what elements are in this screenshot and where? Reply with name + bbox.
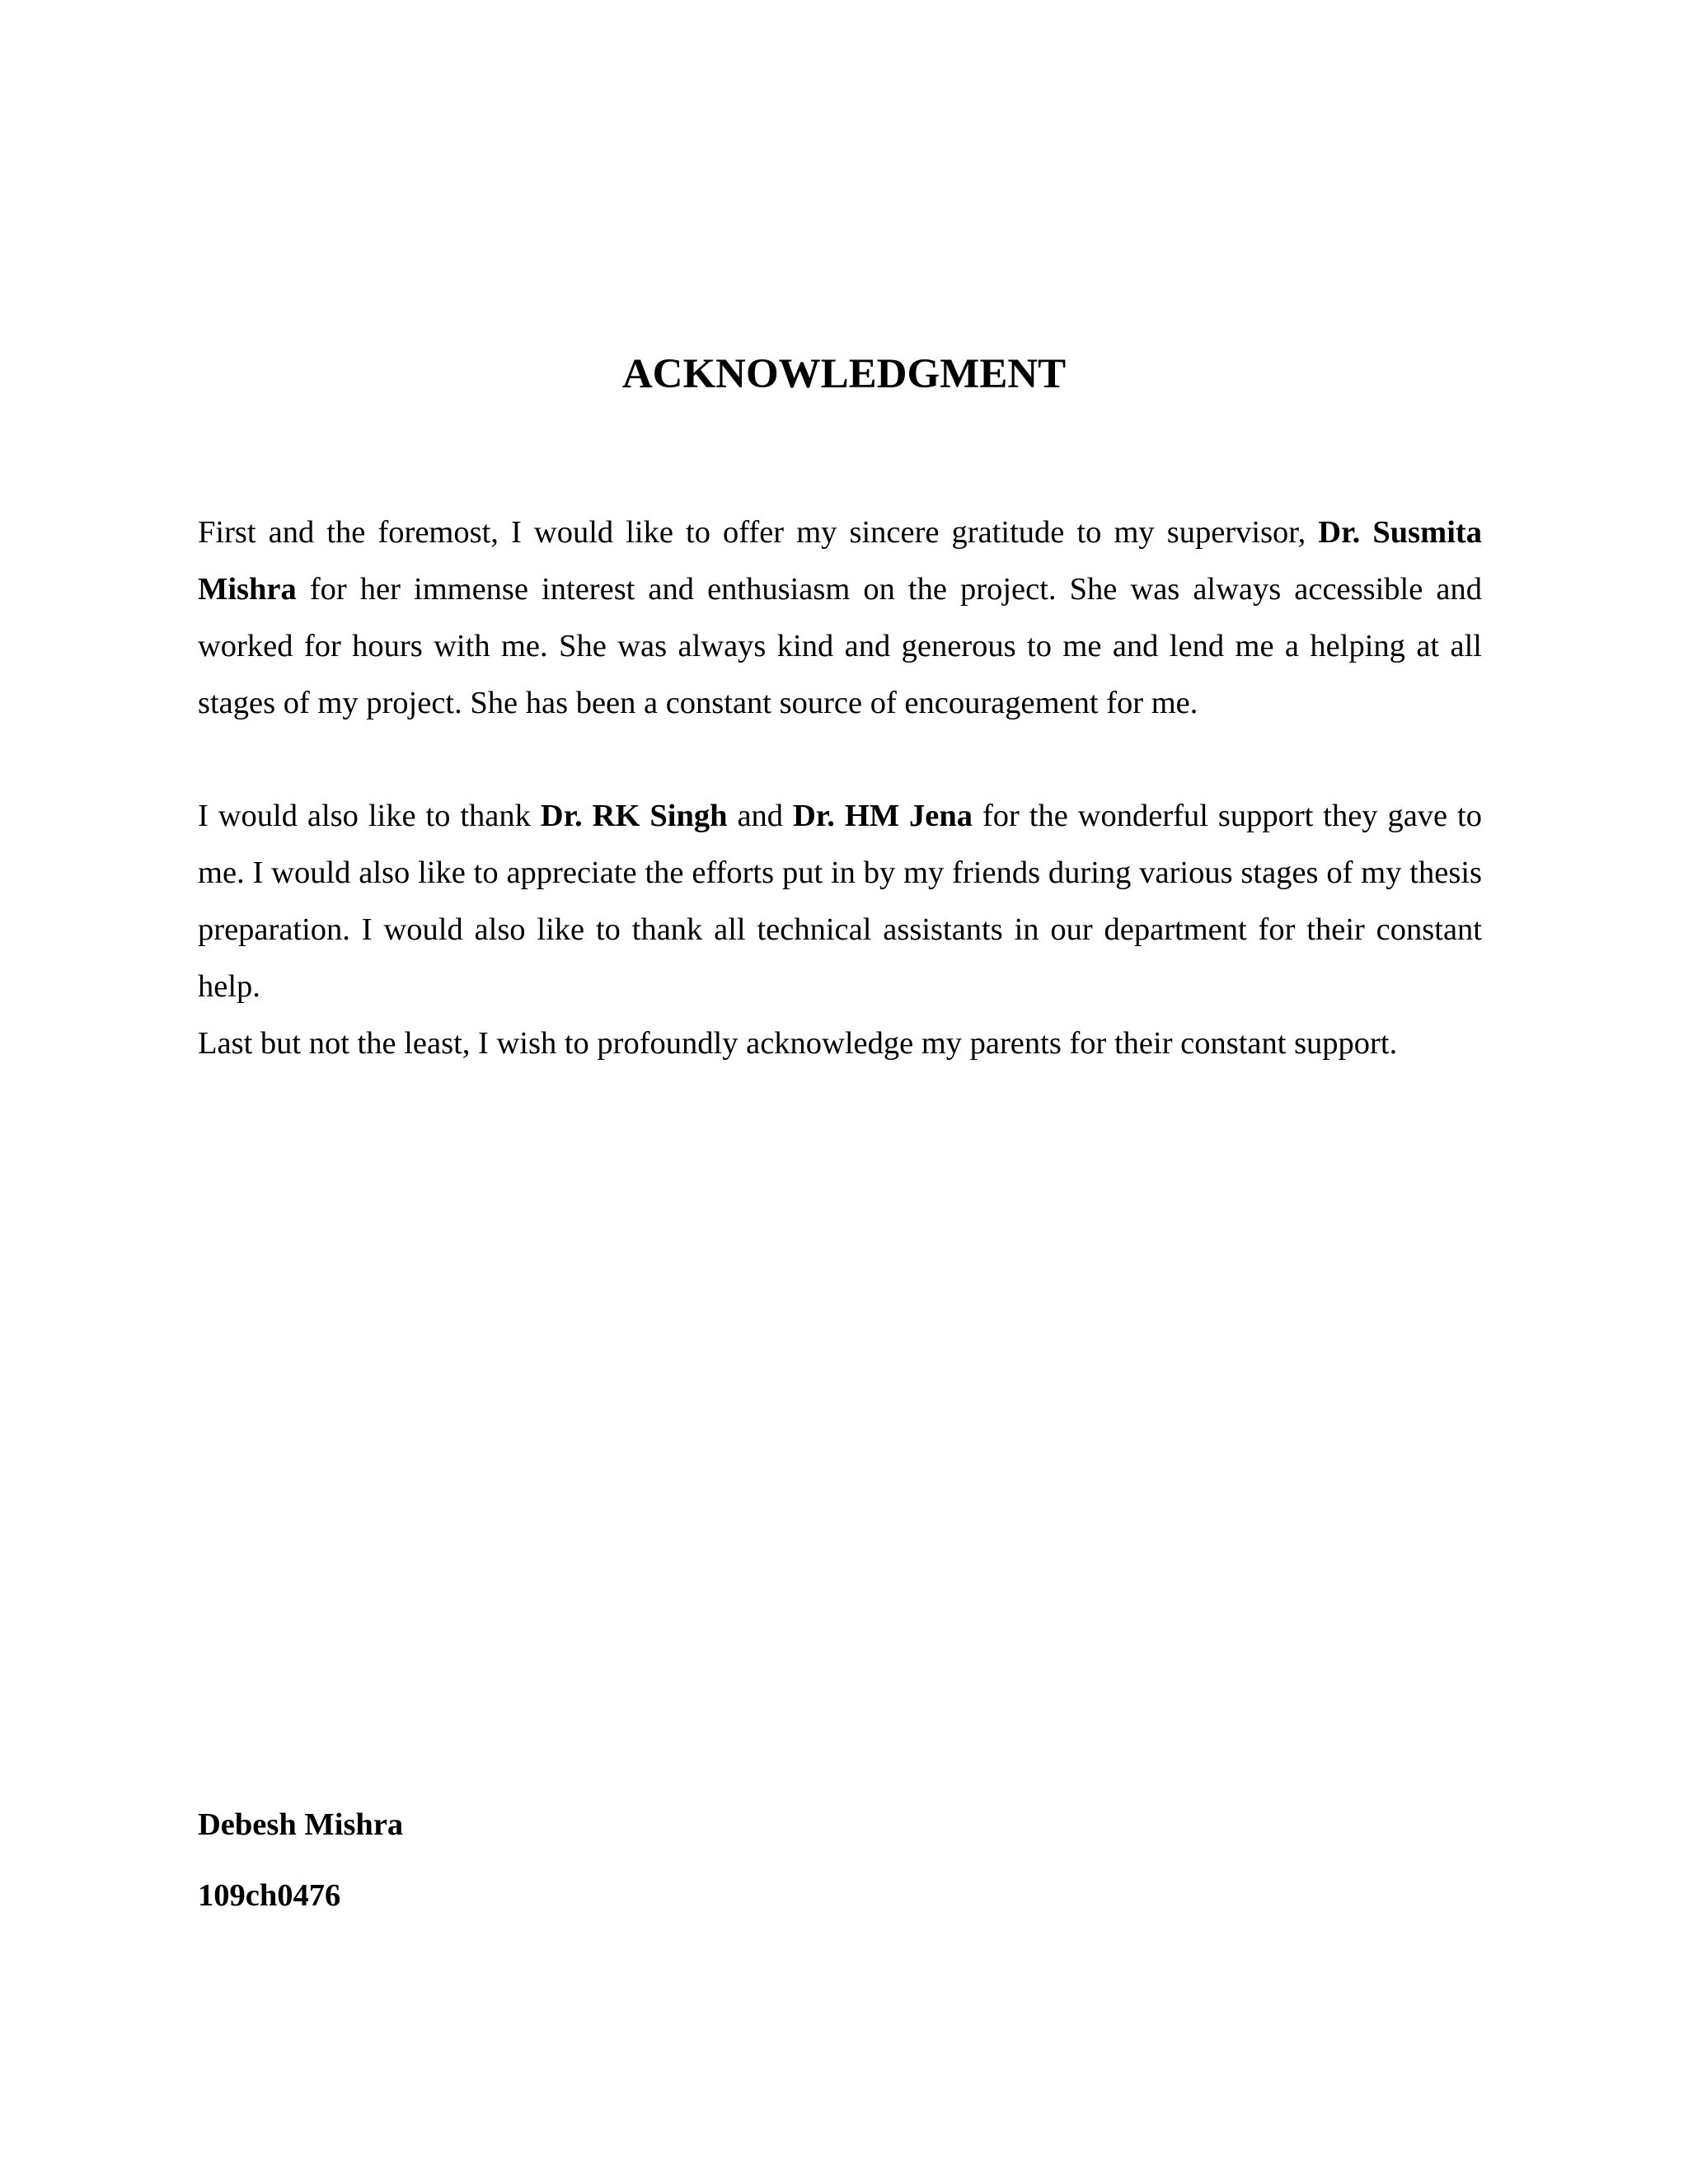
paragraph-2-conjunction: and [727, 799, 793, 833]
page-title: ACKNOWLEDGMENT [621, 351, 1067, 397]
thanked-name-1: Dr. RK Singh [540, 799, 728, 833]
author-name: Debesh Mishra [198, 1807, 404, 1842]
paragraph-2-text-start: I would also like to thank [198, 799, 541, 833]
paragraph-1-text-end: for her immense interest and enthusiasm on the project. She was always accessible and worked for hours with me. She was always kind and generous to me and lend me a helping at all stages of my project. She has been a constant source of encouragement for me. [198, 572, 1482, 720]
paragraph-supervisor [198, 504, 1482, 732]
paragraph-thanks [198, 788, 1482, 1015]
paragraph-parents: Last but not the least, I wish to profoundly acknowledge my parents for their constant support. [198, 1026, 1398, 1061]
thanked-name-2: Dr. HM Jena [792, 799, 973, 833]
paragraph-1-text-start: First and the foremost, I would like to offer my sincere gratitude to my supervisor, [198, 515, 1319, 550]
paragraph-2-text-end: for the wonderful support they gave to me. I would also like to appreciate the efforts put in by my friends during various stages of my thesis preparation. I would also like to thank all technical assistants in our department for their constant help. [198, 799, 1482, 1004]
supervisor-name: Dr. Susmita Mishra [198, 515, 1482, 607]
author-roll-number: 109ch0476 [198, 1878, 341, 1913]
